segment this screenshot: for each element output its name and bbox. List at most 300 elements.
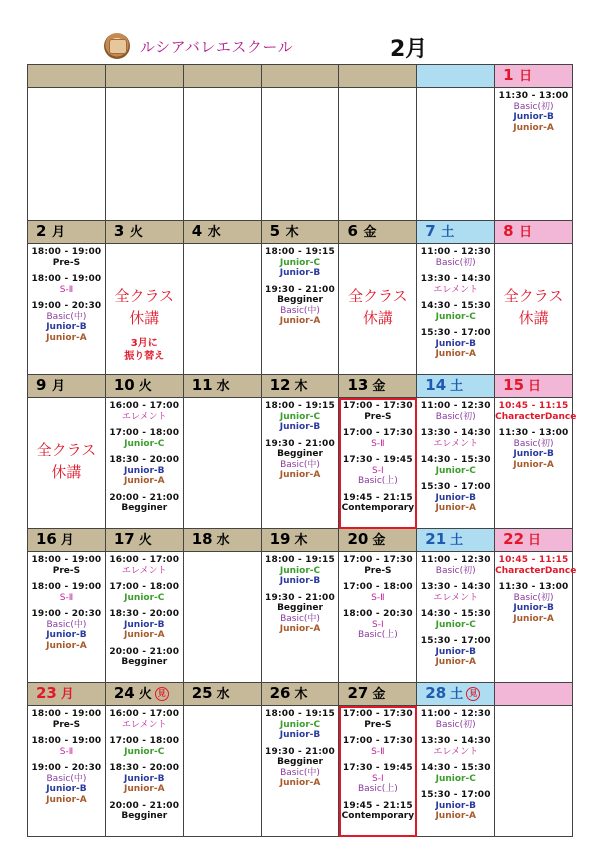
day-header xyxy=(105,529,183,552)
day-header xyxy=(495,375,573,398)
day-header xyxy=(183,221,261,244)
day-header xyxy=(495,529,573,552)
class-name: Begginer xyxy=(277,757,323,767)
day-cell xyxy=(183,706,261,837)
week-header-row xyxy=(28,375,573,398)
class-entry xyxy=(495,555,577,576)
day-number: 21 xyxy=(425,530,447,548)
day-number: 15 xyxy=(503,376,525,394)
class-time: 17:30 - 19:45 xyxy=(342,763,413,773)
day-header xyxy=(417,529,495,552)
class-name: Junior-B xyxy=(513,112,554,122)
day-header xyxy=(105,375,183,398)
class-time: 17:30 - 19:45 xyxy=(342,455,413,465)
day-number: 8 xyxy=(503,222,514,240)
class-name: Junior-B xyxy=(435,800,476,811)
day-cell xyxy=(495,244,573,375)
class-name: Junior-C xyxy=(124,592,165,603)
weekday-label: 火 xyxy=(138,687,152,702)
day-number: 24 xyxy=(113,684,135,702)
day-header xyxy=(339,65,417,88)
class-entry xyxy=(417,763,494,784)
day-cell xyxy=(339,244,417,375)
day-number: 28 xyxy=(425,684,447,702)
class-name: Begginer xyxy=(121,811,168,821)
class-entry xyxy=(28,763,105,805)
school-name: ルシアバレエスクール xyxy=(140,38,294,56)
class-name: Junior-C xyxy=(279,411,321,422)
class-time: 13:30 - 14:30 xyxy=(420,274,491,284)
class-entry xyxy=(417,247,494,268)
weekday-label: 日 xyxy=(519,69,533,84)
class-time: 18:00 - 19:15 xyxy=(265,247,335,257)
class-time: 16:00 - 17:00 xyxy=(109,709,180,719)
day-number: 16 xyxy=(36,530,57,548)
class-name: Junior-C xyxy=(124,746,165,757)
class-entry xyxy=(417,736,494,757)
class-entry xyxy=(106,493,183,514)
class-time: 11:30 - 13:00 xyxy=(498,428,569,438)
day-cell xyxy=(495,706,573,837)
class-entry xyxy=(417,790,494,822)
day-cell xyxy=(261,552,339,683)
class-name: Junior-A xyxy=(513,122,554,133)
day-cell xyxy=(105,398,183,529)
class-name: CharacterDance xyxy=(495,411,577,422)
class-name: S-Ⅰ xyxy=(372,619,384,630)
class-entry xyxy=(417,482,494,514)
day-number: 26 xyxy=(269,684,291,702)
day-header xyxy=(339,221,417,244)
day-number: 3 xyxy=(113,222,125,240)
class-time: 18:00 - 19:15 xyxy=(265,555,335,565)
class-time: 19:30 - 21:00 xyxy=(265,438,335,449)
class-name: Basic(中) xyxy=(46,773,87,784)
class-entry xyxy=(339,763,416,795)
class-entry xyxy=(262,401,339,433)
week-body-row xyxy=(28,398,573,529)
class-name: Contemporary xyxy=(341,811,415,821)
day-cell xyxy=(495,88,573,221)
class-name: Junior-A xyxy=(435,349,477,359)
day-cell xyxy=(339,398,417,529)
day-number: 7 xyxy=(425,222,436,240)
day-cell xyxy=(28,706,106,837)
weekday-label: 土 xyxy=(441,225,455,240)
class-time: 11:00 - 12:30 xyxy=(420,401,491,411)
day-header xyxy=(261,375,339,398)
class-entry xyxy=(262,593,339,635)
class-name: Junior-B xyxy=(46,630,87,640)
class-time: 19:00 - 20:30 xyxy=(31,301,102,311)
class-entry xyxy=(495,91,572,133)
class-name: Junior-A xyxy=(46,640,87,651)
day-number: 22 xyxy=(503,530,525,548)
class-name: CharacterDance xyxy=(495,565,577,576)
class-time: 16:00 - 17:00 xyxy=(109,401,180,411)
weekday-label: 土 xyxy=(450,687,464,702)
class-name: Begginer xyxy=(277,603,323,613)
weekday-label: 日 xyxy=(528,379,542,394)
holiday-subnote: 3月に 振り替え xyxy=(124,338,165,362)
class-time: 11:00 - 12:30 xyxy=(420,709,491,719)
class-name: Basic(中) xyxy=(280,459,320,470)
day-header xyxy=(28,529,106,552)
weekday-label: 水 xyxy=(216,533,230,548)
day-cell xyxy=(339,552,417,683)
class-name: Junior-B xyxy=(46,784,87,794)
day-cell xyxy=(105,706,183,837)
class-time: 20:00 - 21:00 xyxy=(109,646,180,657)
class-time: 16:00 - 17:00 xyxy=(109,555,180,565)
class-time: 15:30 - 17:00 xyxy=(420,328,491,338)
class-name: エレメント xyxy=(433,746,479,757)
observation-badge: 見 xyxy=(466,687,480,701)
class-name: Basic(中) xyxy=(280,767,320,778)
day-header xyxy=(28,221,106,244)
day-header xyxy=(261,529,339,552)
class-name: Basic(中) xyxy=(46,311,87,322)
weekday-label: 木 xyxy=(294,687,308,702)
class-name: Contemporary xyxy=(341,503,415,513)
class-time: 17:00 - 18:00 xyxy=(109,428,180,438)
class-name: Junior-C xyxy=(279,565,321,576)
weekday-label: 月 xyxy=(52,225,66,240)
day-cell xyxy=(417,552,495,683)
class-time: 18:30 - 20:00 xyxy=(109,609,180,619)
class-time: 14:30 - 15:30 xyxy=(420,301,491,311)
week-body-row xyxy=(28,244,573,375)
class-entry xyxy=(495,401,577,422)
class-name: Junior-B xyxy=(124,773,165,784)
weekday-label: 日 xyxy=(519,225,533,240)
class-name: Basic(初) xyxy=(435,411,476,422)
week-body-row xyxy=(28,706,573,837)
class-entry xyxy=(106,455,183,487)
class-entry xyxy=(106,428,183,449)
class-name: Junior-B xyxy=(435,492,476,503)
class-name: S-Ⅱ xyxy=(59,284,74,295)
class-name: Junior-C xyxy=(279,719,321,730)
day-cell xyxy=(261,244,339,375)
day-number: 19 xyxy=(269,530,291,548)
class-name: エレメント xyxy=(121,565,167,576)
class-time: 19:45 - 21:15 xyxy=(342,800,413,811)
day-header xyxy=(183,65,261,88)
class-name: Junior-B xyxy=(279,576,321,586)
class-time: 18:00 - 19:00 xyxy=(31,736,102,746)
class-time: 19:45 - 21:15 xyxy=(342,492,413,503)
weekday-label: 木 xyxy=(294,533,308,548)
day-number: 20 xyxy=(347,530,369,548)
class-name: S-Ⅱ xyxy=(59,592,74,603)
day-cell xyxy=(495,552,577,683)
class-entry xyxy=(417,328,494,360)
class-time: 14:30 - 15:30 xyxy=(420,609,491,619)
school-logo-icon xyxy=(104,33,130,59)
class-entry xyxy=(106,401,183,422)
class-name: Junior-C xyxy=(435,465,476,476)
class-name: Junior-C xyxy=(435,619,476,630)
day-cell xyxy=(417,88,495,221)
class-time: 17:00 - 17:30 xyxy=(342,428,413,438)
class-name: Junior-A xyxy=(124,630,165,640)
class-entry xyxy=(495,582,572,624)
class-time: 17:00 - 18:00 xyxy=(109,582,180,592)
week-body-row xyxy=(28,552,573,683)
class-entry xyxy=(262,555,339,587)
class-name: Junior-A xyxy=(435,811,477,821)
day-number: 10 xyxy=(113,376,135,394)
class-time: 13:30 - 14:30 xyxy=(420,428,491,438)
weekday-label: 土 xyxy=(450,379,464,394)
weekday-label: 火 xyxy=(129,225,143,240)
class-name: Begginer xyxy=(121,657,168,667)
day-header xyxy=(105,683,183,706)
day-cell xyxy=(28,552,106,683)
class-name: Junior-B xyxy=(279,268,321,278)
class-time: 15:30 - 17:00 xyxy=(420,636,491,646)
class-name: Pre-S xyxy=(52,719,81,730)
class-name: Basic(初) xyxy=(513,101,554,112)
weekday-label: 木 xyxy=(285,225,299,240)
day-number: 6 xyxy=(347,222,358,240)
day-cell xyxy=(28,88,106,221)
holiday-notice xyxy=(339,247,416,329)
day-header xyxy=(183,375,261,398)
day-header xyxy=(28,65,106,88)
class-name: Pre-S xyxy=(52,565,81,576)
holiday-text: 全クラス 休講 xyxy=(114,287,175,327)
class-name: Junior-B xyxy=(279,730,321,740)
day-header xyxy=(339,529,417,552)
class-entry xyxy=(417,428,494,449)
class-name: Junior-B xyxy=(513,449,554,459)
class-entry xyxy=(262,247,339,279)
class-time: 19:30 - 21:00 xyxy=(265,746,335,757)
holiday-notice xyxy=(106,247,183,363)
class-name: エレメント xyxy=(433,592,479,603)
class-name: Begginer xyxy=(277,449,323,459)
class-name: Begginer xyxy=(121,503,168,513)
class-name: Junior-B xyxy=(124,619,165,630)
class-entry xyxy=(106,647,183,668)
class-time: 11:30 - 13:00 xyxy=(498,582,569,592)
weekday-label: 金 xyxy=(372,379,386,394)
class-name: Junior-A xyxy=(46,794,87,805)
day-number: 27 xyxy=(347,684,369,702)
class-time: 18:00 - 20:30 xyxy=(342,609,413,619)
day-number: 11 xyxy=(191,376,213,394)
day-cell xyxy=(417,244,495,375)
class-name: エレメント xyxy=(433,284,479,295)
weekday-label: 金 xyxy=(372,533,386,548)
class-entry xyxy=(417,555,494,576)
weekday-label: 月 xyxy=(52,379,66,394)
weekday-label: 火 xyxy=(138,533,152,548)
class-name: Junior-B xyxy=(435,338,476,349)
class-entry xyxy=(417,709,494,730)
weekday-label: 水 xyxy=(216,687,230,702)
weekday-label: 水 xyxy=(216,379,230,394)
class-name: S-Ⅰ xyxy=(372,773,384,784)
class-name: Junior-C xyxy=(435,773,476,784)
class-name: Basic(初) xyxy=(513,438,554,449)
class-time: 17:00 - 17:30 xyxy=(342,709,413,719)
weekday-label: 日 xyxy=(528,533,542,548)
class-name: Begginer xyxy=(277,295,323,305)
class-entry xyxy=(262,285,339,327)
calendar-table xyxy=(27,64,577,837)
day-cell xyxy=(28,398,106,529)
class-entry xyxy=(339,401,416,422)
class-name: Basic(上) xyxy=(357,630,398,640)
class-name: Basic(中) xyxy=(280,305,320,316)
class-entry xyxy=(339,582,416,603)
class-entry xyxy=(106,555,183,576)
class-name: Junior-B xyxy=(124,465,165,476)
class-name: Junior-A xyxy=(279,316,321,326)
class-entry xyxy=(106,763,183,795)
class-time: 18:00 - 19:00 xyxy=(31,709,102,719)
class-time: 18:30 - 20:00 xyxy=(109,763,180,773)
day-cell xyxy=(183,398,261,529)
class-time: 17:00 - 18:00 xyxy=(342,582,413,592)
class-name: Junior-C xyxy=(124,438,165,449)
class-time: 19:30 - 21:00 xyxy=(265,284,335,295)
class-time: 19:30 - 21:00 xyxy=(265,592,335,603)
class-entry xyxy=(28,274,105,295)
class-entry xyxy=(339,709,416,730)
class-entry xyxy=(417,455,494,476)
class-entry xyxy=(28,709,105,730)
class-entry xyxy=(262,747,339,789)
class-name: Junior-A xyxy=(279,778,321,788)
day-header xyxy=(495,221,573,244)
weekday-label: 金 xyxy=(363,225,377,240)
day-cell xyxy=(261,706,339,837)
holiday-text: 全クラス 休講 xyxy=(36,441,97,481)
class-entry xyxy=(339,555,416,576)
class-name: Junior-A xyxy=(46,332,87,343)
class-name: Junior-B xyxy=(46,322,87,332)
day-cell xyxy=(495,398,577,529)
class-entry xyxy=(106,609,183,641)
class-time: 11:00 - 12:30 xyxy=(420,247,491,257)
class-name: Basic(上) xyxy=(357,784,398,794)
class-time: 15:30 - 17:00 xyxy=(420,790,491,800)
weekday-label: 火 xyxy=(138,379,152,394)
week-header-row xyxy=(28,65,573,88)
class-name: Junior-A xyxy=(279,624,321,634)
class-name: S-Ⅱ xyxy=(371,746,385,757)
weekday-label: 月 xyxy=(60,687,74,702)
class-entry xyxy=(106,709,183,730)
class-entry xyxy=(417,401,494,422)
class-time: 17:00 - 18:00 xyxy=(109,736,180,746)
class-time: 10:45 - 11:15 xyxy=(498,401,569,411)
class-name: Junior-A xyxy=(435,503,477,513)
class-name: Junior-B xyxy=(279,422,321,432)
class-name: エレメント xyxy=(433,438,479,449)
class-name: Junior-B xyxy=(435,646,476,657)
class-name: Junior-A xyxy=(279,470,321,480)
day-header xyxy=(28,683,106,706)
day-number: 4 xyxy=(191,222,203,240)
day-header xyxy=(105,65,183,88)
class-entry xyxy=(28,301,105,343)
class-name: Junior-A xyxy=(513,459,554,470)
day-cell xyxy=(183,552,261,683)
class-name: Basic(中) xyxy=(46,619,87,630)
class-entry xyxy=(262,709,339,741)
day-cell xyxy=(105,88,183,221)
week-header-row xyxy=(28,529,573,552)
day-number: 5 xyxy=(269,222,281,240)
class-time: 18:30 - 20:00 xyxy=(109,455,180,465)
class-time: 19:00 - 20:30 xyxy=(31,609,102,619)
class-name: Pre-S xyxy=(52,257,81,268)
day-header xyxy=(261,221,339,244)
class-time: 20:00 - 21:00 xyxy=(109,492,180,503)
class-time: 14:30 - 15:30 xyxy=(420,455,491,465)
day-header xyxy=(339,683,417,706)
class-time: 18:00 - 19:00 xyxy=(31,555,102,565)
day-header xyxy=(261,65,339,88)
day-header xyxy=(339,375,417,398)
class-entry xyxy=(28,555,105,576)
class-time: 20:00 - 21:00 xyxy=(109,800,180,811)
class-name: Basic(初) xyxy=(435,719,476,730)
class-time: 18:00 - 19:00 xyxy=(31,247,102,257)
holiday-notice xyxy=(28,401,105,483)
class-entry xyxy=(262,439,339,481)
weekday-label: 月 xyxy=(60,533,74,548)
class-name: S-Ⅱ xyxy=(59,746,74,757)
class-name: Basic(中) xyxy=(280,613,320,624)
day-header xyxy=(495,683,573,706)
class-time: 17:00 - 17:30 xyxy=(342,401,413,411)
class-entry xyxy=(339,736,416,757)
day-header xyxy=(417,65,495,88)
day-cell xyxy=(183,88,261,221)
class-entry xyxy=(106,736,183,757)
class-name: Junior-C xyxy=(435,311,476,322)
class-name: Basic(初) xyxy=(435,565,476,576)
class-entry xyxy=(339,428,416,449)
class-entry xyxy=(28,247,105,268)
class-name: Junior-B xyxy=(513,603,554,613)
class-name: S-Ⅰ xyxy=(372,465,384,476)
day-header xyxy=(183,683,261,706)
day-number: 25 xyxy=(191,684,213,702)
observation-badge: 見 xyxy=(155,687,169,701)
class-entry xyxy=(28,582,105,603)
day-cell xyxy=(417,398,495,529)
class-time: 15:30 - 17:00 xyxy=(420,482,491,492)
day-cell xyxy=(261,88,339,221)
day-number: 1 xyxy=(503,66,514,84)
day-header xyxy=(417,683,495,706)
class-entry xyxy=(28,736,105,757)
class-entry xyxy=(417,274,494,295)
class-name: Junior-A xyxy=(435,657,477,667)
weekday-label: 木 xyxy=(294,379,308,394)
day-cell xyxy=(339,706,417,837)
month-title: 2月 xyxy=(390,37,428,62)
class-entry xyxy=(339,609,416,641)
class-time: 13:30 - 14:30 xyxy=(420,736,491,746)
